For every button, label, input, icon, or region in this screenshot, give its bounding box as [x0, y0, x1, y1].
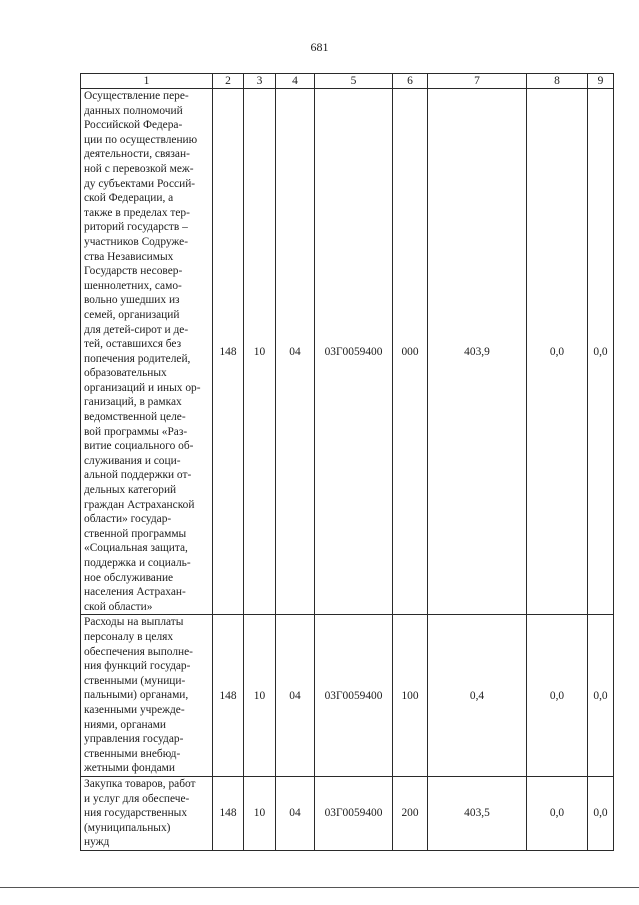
cell-col-9: 0,0 — [588, 776, 614, 850]
column-header: 4 — [276, 74, 315, 89]
cell-col-9: 0,0 — [588, 89, 614, 615]
cell-col-4: 04 — [276, 776, 315, 850]
cell-col-4: 04 — [276, 89, 315, 615]
cell-col-5: 03Г0059400 — [315, 89, 393, 615]
row-description — [81, 615, 213, 777]
cell-col-8: 0,0 — [527, 776, 588, 850]
cell-col-9: 0,0 — [588, 615, 614, 777]
column-header: 5 — [315, 74, 393, 89]
cell-col-3: 10 — [244, 89, 276, 615]
cell-col-7: 403,5 — [428, 776, 527, 850]
column-header: 2 — [213, 74, 244, 89]
cell-col-2: 148 — [213, 615, 244, 777]
row-description — [81, 776, 213, 850]
cell-col-8: 0,0 — [527, 615, 588, 777]
page-number: 681 — [310, 40, 329, 54]
description-text: Закупка товаров, работ и услуг для обеспече- ния государственных (муниципальных) нужд — [84, 777, 196, 849]
cell-col-6: 000 — [393, 89, 428, 615]
description-text: Расходы на выплаты персоналу в целях обеспечения выполне- ния функций государ- ственными (муници- пальными) органами, казенными учрежде- ниями, органами управления государ- ственными внебюд- жетными фондами — [84, 616, 193, 775]
description-text: Осуществление пере- данных полномочий Российской Федера- ции по осуществлению деятельности, связан- ной с перевозкой меж- ду субъектами Россий- ской Федерации, а также в пределах тер- риторий государств – участников Содруже- ства Независимых Государств несовер- шеннолетних, само- вольно ушедших из семей, организаций для детей-сирот и де- тей, оставшихся без попечения родителей, образовательных организаций и иных ор- ганизаций, в рамках ведомственной целе- вой программы «Раз- витие социального об- служивания и соци- альной поддержки от- дельных категорий граждан Астраханской области» государ- ственной программы «Социальная защита, поддержка и социаль- ное обслуживание населения Астрахан- ской области» — [84, 90, 201, 613]
cell-col-2: 148 — [213, 776, 244, 850]
cell-col-6: 200 — [393, 776, 428, 850]
table-row — [81, 615, 614, 777]
column-header: 1 — [81, 74, 213, 89]
table-row — [81, 89, 614, 615]
cell-col-5: 03Г0059400 — [315, 615, 393, 777]
cell-col-3: 10 — [244, 776, 276, 850]
column-header: 6 — [393, 74, 428, 89]
scan-bottom-edge — [0, 887, 639, 888]
cell-col-4: 04 — [276, 615, 315, 777]
cell-col-3: 10 — [244, 615, 276, 777]
cell-col-7: 0,4 — [428, 615, 527, 777]
column-header: 9 — [588, 74, 614, 89]
table-row — [81, 776, 614, 850]
row-description — [81, 89, 213, 615]
table-header-row — [81, 74, 614, 89]
column-header: 3 — [244, 74, 276, 89]
column-header: 8 — [527, 74, 588, 89]
cell-col-7: 403,9 — [428, 89, 527, 615]
budget-table — [80, 73, 614, 851]
cell-col-2: 148 — [213, 89, 244, 615]
cell-col-8: 0,0 — [527, 89, 588, 615]
column-header: 7 — [428, 74, 527, 89]
cell-col-6: 100 — [393, 615, 428, 777]
cell-col-5: 03Г0059400 — [315, 776, 393, 850]
